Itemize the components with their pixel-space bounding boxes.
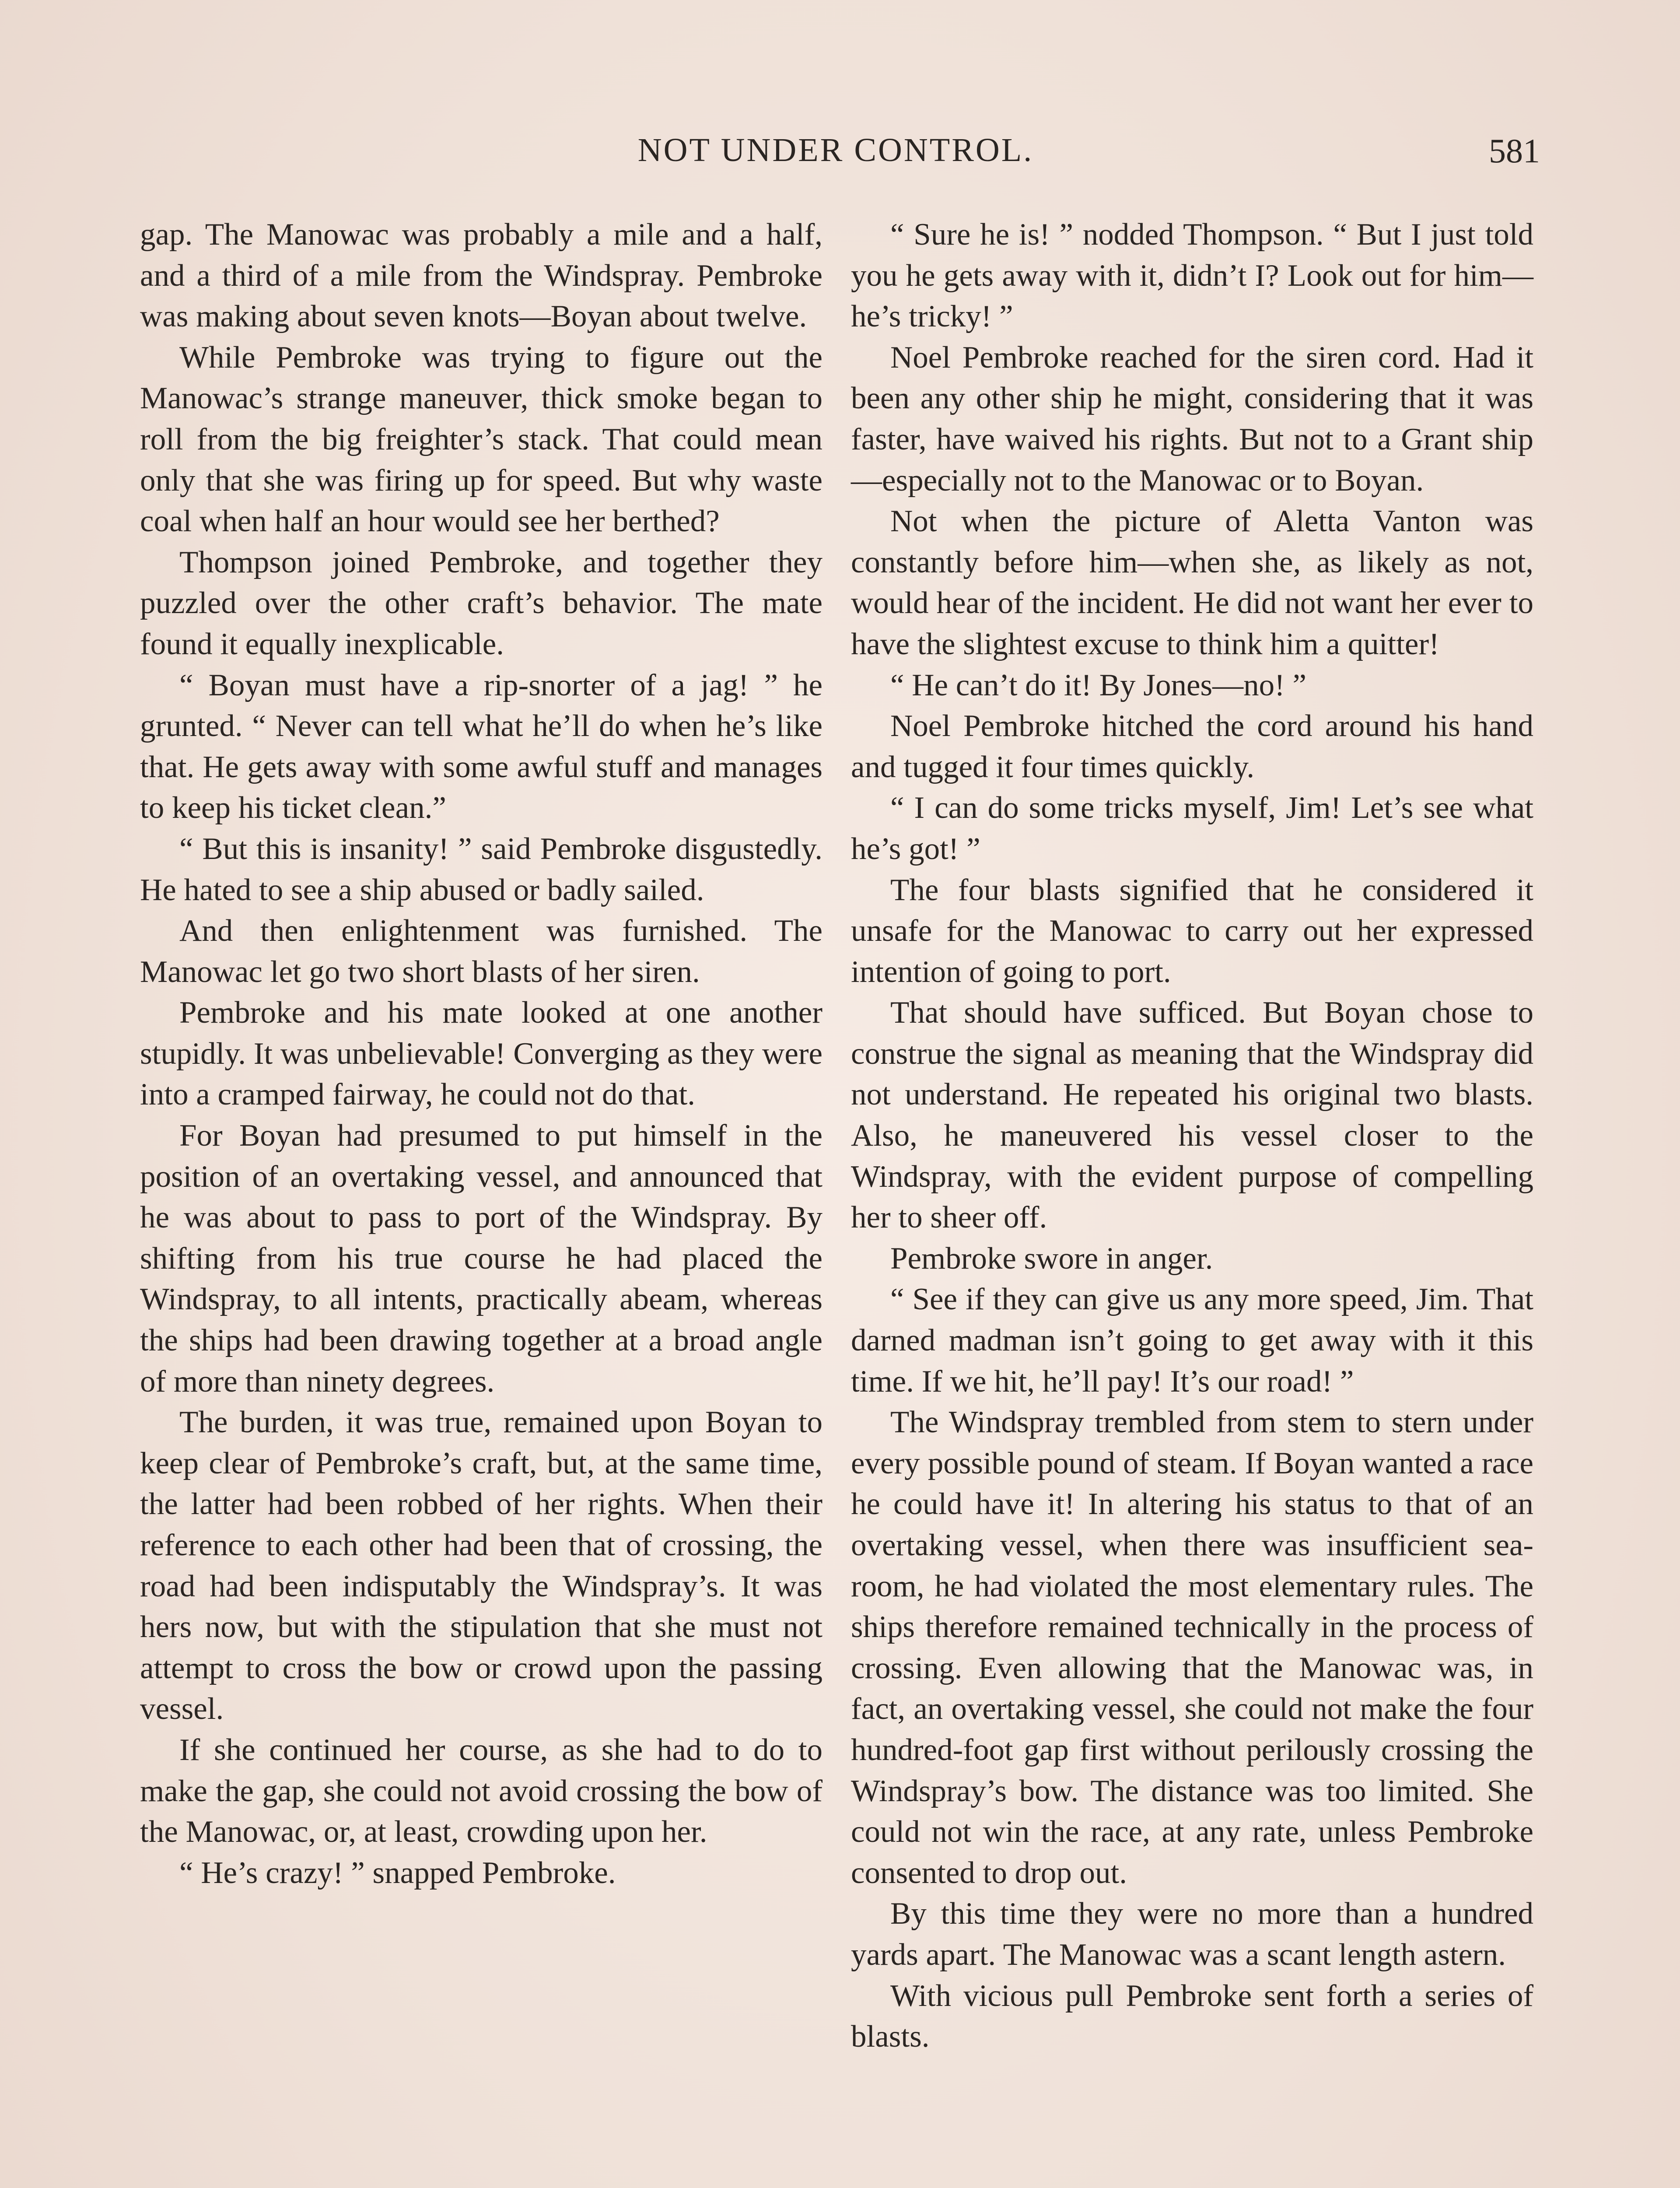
paragraph: “ Boyan must have a rip-snorter of a jag! ” he grunted. “ Never can tell what he’ll do when he’s like that. He gets away with some awful stuff and manages to keep his ticket clean.”: [140, 668, 822, 825]
paragraph: That should have sufficed. But Boyan chose to construe the signal as meaning that the Windspray did not understand. He repeated his original two blasts. Also, he maneuvered his vessel closer to the Windspray, with the evident purpose of compelling her to sheer off.: [851, 996, 1533, 1235]
paragraph: While Pembroke was trying to figure out the Manowac’s strange maneuver, thick smoke began to roll from the big freighter’s stack. That could mean only that she was firing up for speed. But why waste coal when half an hour would see her berthed?: [140, 340, 822, 539]
right-column: [851, 214, 1533, 2058]
paragraph: And then enlightenment was furnished. The Manowac let go two short blasts of her siren.: [140, 914, 822, 989]
paragraph: For Boyan had presumed to put himself in the position of an overtaking vessel, and announced that he was about to pass to port of the Windspray. By shifting from his true course he had placed the Windspray, to all intents, practically abeam, whereas the ships had been drawing together at a broad angle of more than ninety degrees.: [140, 1119, 822, 1399]
paragraph: “ I can do some tricks myself, Jim! Let’s see what he’s got! ”: [851, 791, 1533, 866]
paragraph: Not when the picture of Aletta Vanton was constantly before him—when she, as likely as not, would hear of the incident. He did not want her ever to have the slightest excuse to think him a quitter!: [851, 504, 1533, 661]
paragraph: Noel Pembroke reached for the siren cord. Had it been any other ship he might, considering that it was faster, have waived his rights. But not to a Grant ship—especially not to the Manowac or to Boyan.: [851, 340, 1533, 498]
paragraph: “ He’s crazy! ” snapped Pembroke.: [179, 1855, 616, 1890]
paragraph: Pembroke and his mate looked at one another stupidly. It was unbelievable! Converging as they were into a cramped fairway, he could not do that.: [140, 996, 822, 1112]
paragraph: The four blasts signified that he considered it unsafe for the Manowac to carry out her expressed intention of going to port.: [851, 873, 1533, 989]
paragraph: With vicious pull Pembroke sent forth a series of blasts.: [851, 1978, 1533, 2054]
paragraph: If she continued her course, as she had to do to make the gap, she could not avoid crossing the bow of the Manowac, or, at least, crowding upon her.: [140, 1732, 822, 1849]
page-number: 581: [1489, 132, 1540, 170]
paragraph: Noel Pembroke hitched the cord around his hand and tugged it four times quickly.: [851, 709, 1533, 784]
left-column: [140, 214, 822, 1893]
paragraph: The Windspray trembled from stem to stern under every possible pound of steam. If Boyan wanted a race he could have it! In altering his status to that of an overtaking vessel, when there was insufficient sea-room, he had violated the most elementary rules. The ships therefore remained technically in the process of crossing. Even allowing that the Manowac was, in fact, an overtaking vessel, she could not make the four hundred-foot gap first without perilously crossing the Windspray’s bow. The distance was too limited. She could not win the race, at any rate, unless Pembroke consented to drop out.: [851, 1405, 1533, 1890]
paragraph: Thompson joined Pembroke, and together they puzzled over the other craft’s behavior. The mate found it equally inexplicable.: [140, 545, 822, 661]
paragraph: “ Sure he is! ” nodded Thompson. “ But I just told you he gets away with it, didn’t I? Look out for him—he’s tricky! ”: [851, 217, 1533, 334]
paragraph: Pembroke swore in anger.: [890, 1241, 1213, 1276]
paragraph: “ See if they can give us any more speed, Jim. That darned madman isn’t going to get away with it this time. If we hit, he’ll pay! It’s our road! ”: [851, 1282, 1533, 1399]
paragraph: The burden, it was true, remained upon Boyan to keep clear of Pembroke’s craft, but, at the same time, the latter had been robbed of her rights. When their reference to each other had been that of crossing, the road had been indisputably the Windspray’s. It was hers now, but with the stipulation that she must not attempt to cross the bow or crowd upon the passing vessel.: [140, 1405, 822, 1726]
running-title: NOT UNDER CONTROL.: [637, 132, 1034, 168]
page-header: [131, 131, 1540, 179]
paragraph: “ But this is insanity! ” said Pembroke disgustedly. He hated to see a ship abused or badly sailed.: [140, 831, 822, 907]
paragraph: gap. The Manowac was probably a mile and a half, and a third of a mile from the Windspray. Pembroke was making about seven knots—Boyan about twelve.: [140, 217, 822, 334]
paragraph: “ He can’t do it! By Jones—no! ”: [890, 668, 1307, 702]
paragraph: By this time they were no more than a hundred yards apart. The Manowac was a scant length astern.: [851, 1897, 1533, 1972]
